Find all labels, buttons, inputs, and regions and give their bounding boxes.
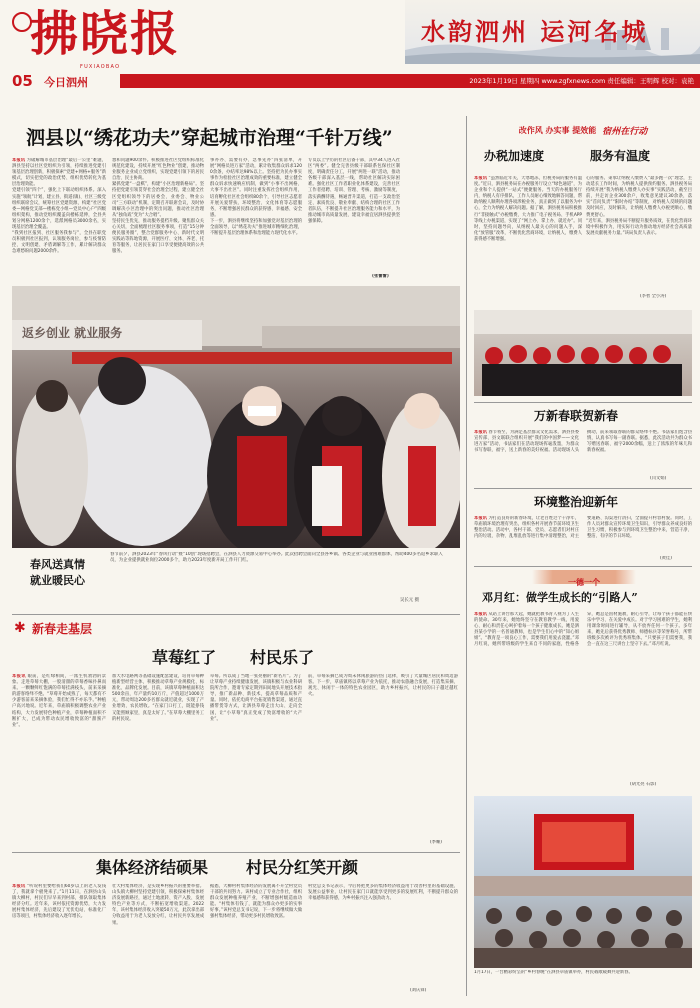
article5-label: 一德一个 (568, 577, 600, 587)
article1-col2-text: 想和问题900余件。积极推进社区党组织标准化规范化建设，持续开展“红色物业”创建，推动物业服务企业成立党组织，实现党建引领下的居民自治、民主协商。 紧抓党建“一盘棋”，构建“小区治理新格局”。坚持把党建引领贯穿社会治理全过程，建立健全社区党组织领导下的居委会、业委会、物业公司“三方联动”机制，定期召开联席会议，及时协调解决小区治理中的突出问题，推动社区治理从“独角戏”变为“大合唱”。 坚持民生优先，推动服务提档升级。聚焦群众关心关切，全面梳理社区服务事项，打造“15分钟便民服务圈”，整合党群服务中心、新时代文明实践站等阵地资源，开展医疗、文体、养老、托育等服务，让居民在家门口享受便捷高效的公共服务。 (112, 158, 204, 255)
article5-label-ribbon (532, 570, 636, 587)
article6-headline-b: 村民乐了 (250, 648, 315, 667)
page-number: 05 (12, 72, 33, 90)
village-gala-caption: 1月17日，一台精彩纷呈的“乡村春晚”在泗县草庙镇举办，村民载歌载舞共迎新春。 (474, 970, 633, 975)
article6-col3 (210, 674, 302, 846)
article5-headline: 邓月红：做学生成长的“引路人” (482, 591, 638, 604)
photo1-sidebar (12, 548, 108, 610)
article6-col3-text: 草莓。所以成了当地一张亮丽的“新名片”。为了让草莓产业持续健康发展，该镇积极与农业科研院所合作，邀请专家定期到田间地头开展技术指导，推广新品种、新技术，提高草莓品质和产量。同时，依托电商平台拓宽销售渠道，通过直播带货等方式，让泗县草莓走出大山、走向全国，让“小草莓”真正变成了致富增收的“大产业”。 (210, 674, 302, 722)
choir-scene (474, 310, 692, 396)
article1-col4-text: 专员以上学历的社区后备干部，其中34人进入社区“两委”。健全完善县级干部联系包保社区制度，明确责任分工，开展“两进一联”活动，推动各级干部深入基层一线，帮助社区解决实际困难。强化社区工作者职业化体系建设，完善社区工作者招聘、培训、管理、考核、激励等制度，落实薪酬待遇，畅通晋升渠道，打造一支政治坚定、素质优良、敬业奉献、结构合理的社区工作者队伍，不断提升社区治理服务能力和水平，为推动城市高质量发展、建设幸福宜居泗县提供坚强保障。 (308, 158, 400, 224)
article7-reporter: (刘庆锋) (410, 988, 427, 993)
article6-headline-a: 草莓红了 (152, 648, 217, 667)
choir-photo (474, 310, 692, 396)
right-header-text: 改作风 办实事 提效能 (518, 124, 597, 135)
article3-text (474, 430, 692, 476)
section-name: 今日泗州 (44, 76, 88, 89)
article4-text (474, 516, 692, 556)
photo1-credit: 吴长元 摄 (400, 598, 419, 603)
article6-col2-text: 加大水电路网等基础设施配套建设，培育草莓种植新型经营主体，积极推动草莓产业规模化、标准化、品牌化发展。目前，该镇草莓种植面积达500余亩，年产量约10万斤，产值超过1000万元，带动周边200多名群众就近就业，实现了产业增效、农民增收。“在家门口打工，既能挣钱又能照顾家里，真是太好了。”在草莓大棚里务工的村民说。 (112, 674, 204, 722)
article2-text-right-content: 心的服务。秉承让纳税人缴费人“最多跑一次”理念，主动延长工作时间，为纳税人提供预约服务。泗县税务局持续开展“我为纳税人缴费人办实事”实践活动，截至目前，共走访企业300余户，收集意见建议30余条，落实“首问负责”“限时办结”等制度，对纳税人反映的问题及时回应，及时解决，让纳税人缴费人办税更顺心、缴费更舒心。 “近年来，泗县税务局不断提升服务质效，在优化营商环境中积极作为，用实际行动为推动地方经济社会高质量发展贡献税务力量。”该局负责人表示。 (586, 176, 692, 236)
article4-reporter: (黄佳) (660, 556, 672, 561)
issue-info: 2023年1月19日 星期四 www.zgfxnews.com 责任编辑：王明辉 校对：袁艳 (469, 77, 694, 85)
article2-reporter: (李智 全小涛) (640, 294, 667, 299)
article6-byline: 本报讯 (12, 674, 26, 679)
article7-headline-b: 村民分红笑开颜 (246, 858, 359, 877)
slogan-banner (405, 0, 700, 64)
article7-col2 (112, 884, 204, 996)
article3-headline: 万新春联贺新春 (534, 409, 619, 423)
article1-col3 (210, 158, 302, 282)
article6-col2 (112, 674, 204, 846)
article6-col4-text: 前，草莓采摘已成为周末休闲旅游的热门选择，吸引了大量城区居民和周边游客。下一步，草庙镇将以草莓产业为依托，推动农旅融合发展，打造集采摘、观光、休闲于一体的特色农业园区，助力乡村振兴，让村民的日子越过越红火。 (308, 674, 458, 698)
article1-col1 (12, 158, 106, 282)
article4-byline: 本报讯 (474, 516, 487, 521)
article1-col1-text: 为破解城市基层治理“最后一公里”难题，泗县坚持以社区党组织为引领，持续推进党建引领基层治理创新，积极探索“党建+网格+服务”新模式，切实把党的政治优势、组织优势转化为基层治理效能。 党建引领“四个”，强化上下联动组织体系。深入实施“领航”计划，建立县、街道(镇)、社区三级党组织联席会议，统筹社区党建资源，构建“社区党委—网格党支部—楼栋党小组—党员中心户”四级组织架构，推动党组织覆盖向楼栋延伸，全县共划分网格1200余个，选派网格员3000余名，实现基层治理全覆盖。 “我到社区报到、社区服务我参与”，全县在职党员积极到社区报到，认领服务岗位，参与疫情防控、文明创建、矛盾调解等工作，累计解决群众急难愁盼问题2000余件。 (12, 158, 106, 255)
article7-col1 (12, 884, 106, 996)
right-header-red-text: 宿州在行动 (602, 126, 648, 137)
article5-text-content: 从站上讲台那天起，她就把教书育人视为了人生的使命。30年来，她始终坚守在教育教学一线，用爱心、耐心和责任心呵护着每一个孩子健康成长。她是泗县某小学的一名普通教师，也是学生们心中的“知心姐姐”。“教育是一项良心工作，需要我们用爱去浇灌。”邓月红说，她所带班级的学生来自不同的家庭，性格各异，她总是因材施教，耐心引导，让每个孩子都能在快乐中学习、在关爱中成长。对于学习困难的学生，她利用课余时间进行辅导，从不放弃任何一个孩子。多年来，她先后获得优秀教师、师德标兵等荣誉称号，所带班级多次被评为优秀班集体。“只要孩子们需要我，我会一直在这三尺讲台上坚守下去。”邓月红说。 (474, 612, 692, 648)
masthead-logo-emblem (12, 12, 32, 32)
article2-byline: 本报讯 (474, 176, 488, 181)
article7-col4 (308, 884, 458, 988)
article1-col2 (112, 158, 204, 282)
article5-reporter: (胡光亮 石影) (630, 782, 657, 787)
masthead-title: 拂晓报 (30, 6, 181, 62)
right-column-header (474, 122, 692, 138)
article3-text-content: 春节将至，为满足基层群众文化需求，泗县县委宣传部、县文联联合组织开展“我们的中国梦——文化进万家”活动，书法家们在活动现场挥毫泼墨，为群众书写春联、福字，送上新春的美好祝福。活动现场人头攒动，前来领取春联的群众络绎不绝。书法家们饱含热情，认真书写每一副春联。据悉，此次活动共为群众书写赠送春联、福字2000余幅，送上了浓浓的年味儿和新春祝福。 (474, 430, 692, 454)
article2-text-left (474, 176, 582, 306)
article7-headline-a: 集体经济结硕果 (96, 858, 209, 877)
masthead (0, 0, 700, 92)
article3-reporter: (闫文娟) (650, 476, 667, 481)
photo1-sidebar-title-1: 春风送真情 (30, 558, 85, 571)
article2-headline-left: 办税加速度 (484, 149, 545, 163)
village-gala-scene (474, 796, 692, 968)
issue-info-bar (120, 74, 700, 88)
photo1-sidebar-title-2: 就业暖民心 (30, 574, 85, 587)
article1-headline: 泗县以“绣花功夫”穿起城市治理“千针万线” (26, 127, 393, 149)
article6-reporter: (季姗) (430, 840, 442, 845)
article7-col2-text: 壮大村集体经济，是实现乡村振兴的重要举措。山头镇大柳村坚持党建引领，积极探索村集体经济发展新路径，通过土地流转、资产入股、发展特色产业等方式，不断拓宽增收渠道。2022年，该村集体经济收入突破50万元，此次拿出部分收益用于为老人发放分红，让村民共享发展成果。 (112, 884, 204, 926)
article7-col4-text: 村党总支书记表示，今后将把更多的集体经济收益用于改善村里的基础设施、发展公益事业，让村民在家门口就能享受到更多的发展红利，不断提升群众的幸福感和获得感，为乡村振兴注入强劲动力。 (308, 884, 458, 902)
article4-headline: 环境整治迎新年 (534, 495, 619, 509)
section-star-icon: ✱ (14, 620, 26, 636)
article7-byline: 本报讯 (12, 884, 26, 889)
article6-col4 (308, 674, 458, 840)
masthead-pinyin: FUXIAOBAO (80, 64, 121, 70)
article1-col4 (308, 158, 400, 274)
village-gala-photo (474, 796, 692, 968)
spring-grassroots-section (12, 618, 122, 640)
article6-col1 (12, 674, 106, 846)
article2-text-left-content: “虽然临近年关，天寒地冻，但税务局的服务有温度。”近日，泗县税务局在办税服务厅设立“绿色通道”，为企业和个人提供“一站式”便捷服务。当天的办税服务厅内，纳税人有序排队，工作人员耐心细致地解答问题，帮助纳税人顺利办理各项涉税业务，真正做到了以服务为中心，全力为纳税人解决问题。据了解，泗县税务局积极推行“非接触式”办税缴费，大力推广电子税务局、手机APP等线上办税渠道，实现了“网上办、掌上办、就近办”。同时，坚持问题导向，从纳税人最关心的问题入手，深化“放管服”改革，不断优化营商环境，让纳税人、缴费人获得感不断增强。 (474, 176, 582, 242)
article1-byline: 本报讯 (12, 158, 26, 163)
slogan-text: 水韵泗州 运河名城 (421, 17, 649, 46)
job-fair-banner-text: 返乡创业 就业服务 (22, 326, 123, 340)
article6-col1-text: 眼前，是红绿相间，一派生机勃勃的景象。走进草莓大棚，一股清甜的草莓香味扑鼻而来。一颗颗鲜红饱满的草莓挂满枝头，前来采摘的游客络绎不绝。“草莓开始成熟了，每天都有不少游客前来采摘体验，我们忙得不亦乐乎。”种植户高兴地说。近年来，草庙镇积极调整农业产业结构，大力发展特色种植产业，草莓种植面积不断扩大，已成为带动农民增收致富的“甜蜜产业”。 (12, 674, 106, 728)
section-title: 新春走基层 (32, 622, 93, 636)
article5-byline: 本报讯 (474, 612, 487, 617)
article5-text (474, 612, 692, 782)
article7-col3-text: 据悉，大柳村村集体经济的发展离不开全村党员干部的共同努力。该村成立了专业合作社，组织群众发展种植养殖产业，不断增强村级造血功能。“村集体有钱了，就能为群众办更多的实事好事。”该村党总支书记说，下一步将继续做大做强村集体经济，带动更多村民增收致富。 (210, 884, 302, 920)
article7-col3 (210, 884, 302, 996)
article2-text-right (586, 176, 692, 294)
photo1-caption: 春节前夕，泗县2023年“春风行动”暨“10创”现场招聘会，在泗县人力资源交易中心举办。此次招聘会面向全县各乡镇、各类企业与就业困难群体，帮助400多名返乡求职人员，为企业提供就业岗位2000多个，助力2023年度新开局工作开门红。 (110, 552, 443, 563)
article4-text-content: 为打造良好的新春环境，让老百姓过个干净年，草庙镇环境治理有突出，组织各村开展春节前环境卫生整治活动。活动中，各村干部、党员、志愿者们对村庄内的垃圾、杂物、乱堆乱放等进行集中清理整治，对主要道路、沟渠进行清扫，全面提升村容村貌。同时，工作人员对群众宣传环境卫生知识，引导群众养成良好的卫生习惯，积极参与到环境卫生整治中来，营造干净、整洁、有序的节日环境。 (474, 516, 692, 540)
article3-byline: 本报讯 (474, 430, 487, 435)
article7-col1-text: “听说村里要给我们60岁以上的老人发钱了，我就拿个板凳来了。”1月11日，在泗县山头镇大柳村，村民们早早来到村部，排队领取集体经济分红。近年来，该村依托资源优势，大力发展村集体经济，先后建设了光伏电站、标准化厂房等项目，村集体经济收入逐年增长。 (12, 884, 106, 920)
job-fair-photo (12, 286, 460, 548)
article1-reporter: (张蕾蕾) (372, 274, 389, 279)
article1-col3-text: 事办办、需要有办、急事先办”四张清单，开展“网格员进万家”活动，累计收集群众诉求1200余条，办结率达98%以上。坚持把为民办事实事作为检验社区治理成效的重要标准，建立健全群众诉求快速响应机制，做到“小事不出网格、大事不出社区”。同时注重发挥社会组织作用，培育孵化社区社会组织80余个，引导社区志愿者开展关爱帮扶、环境整治、文化体育等志愿服务，不断增强居民群众的获得感、幸福感、安全感。 下一步，泗县将继续坚持和加强党对基层治理的全面领导，以“绣花功夫”推进城市精细化治理，不断提升基层治理体系和治理能力现代化水平。 (210, 158, 302, 237)
article2-headline-right: 服务有温度 (590, 149, 651, 163)
